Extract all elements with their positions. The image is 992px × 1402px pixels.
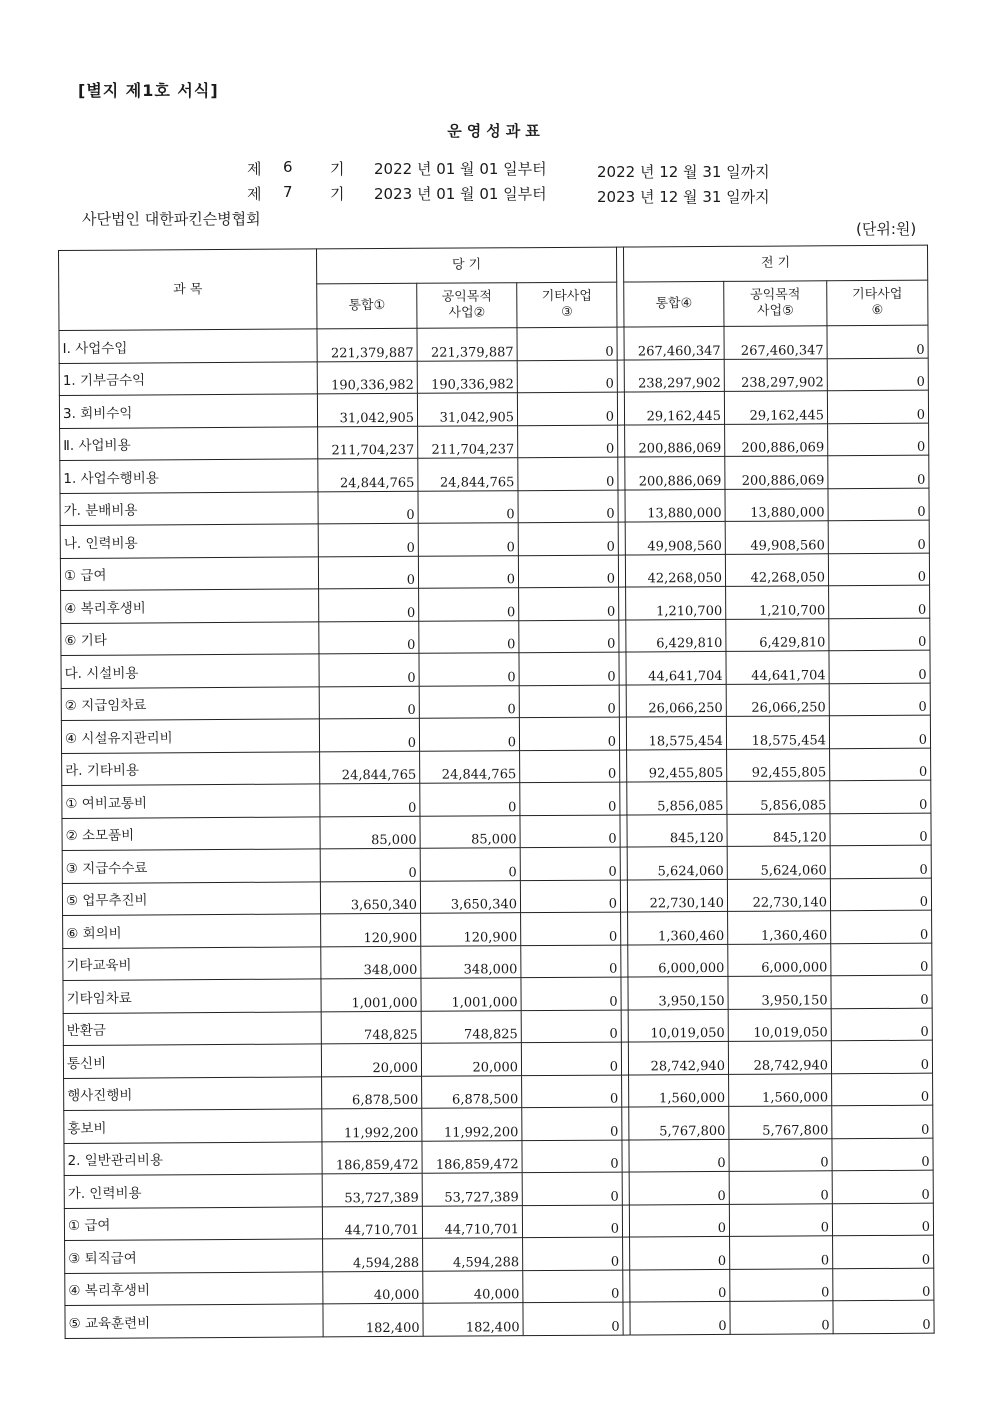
value-other-current: 0 — [522, 1107, 622, 1140]
account-name: ⑤ 교육훈련비 — [65, 1304, 323, 1338]
value-public-current: 85,000 — [420, 815, 520, 848]
value-other-current: 0 — [521, 912, 621, 945]
value-total-prior: 200,886,069 — [625, 424, 725, 457]
table-row — [59, 390, 928, 428]
value-public-prior: 29,162,445 — [724, 391, 827, 424]
value-other-current: 0 — [520, 847, 620, 880]
value-total-current: 0 — [319, 718, 419, 751]
table-row — [64, 1073, 933, 1111]
table-row — [59, 325, 928, 363]
value-total-prior: 0 — [630, 1301, 730, 1334]
value-other-prior: 0 — [830, 813, 931, 846]
value-other-prior: 0 — [831, 1040, 932, 1073]
value-public-prior: 26,066,250 — [726, 683, 829, 716]
account-header: 과 목 — [59, 249, 317, 331]
value-other-prior: 0 — [830, 878, 931, 911]
value-total-current: 40,000 — [323, 1271, 423, 1304]
value-public-current: 24,844,765 — [420, 750, 520, 783]
value-total-prior: 0 — [629, 1204, 729, 1237]
value-total-current: 31,042,905 — [317, 393, 417, 426]
period-to: 2023 년 12 월 31 일까지 — [597, 188, 770, 206]
account-name: ① 여비교통비 — [62, 784, 320, 818]
value-public-current: 0 — [418, 490, 518, 523]
table-row — [61, 683, 930, 721]
value-total-prior: 0 — [630, 1269, 730, 1302]
statement-table-wrapper — [58, 250, 931, 1339]
account-name: ⑥ 회의비 — [63, 914, 321, 948]
value-other-prior: 0 — [828, 553, 929, 586]
value-public-prior: 6,429,810 — [726, 618, 829, 651]
value-total-prior: 49,908,560 — [625, 521, 725, 554]
value-total-current: 221,379,887 — [317, 328, 417, 361]
account-name: 3. 회비수익 — [59, 394, 317, 428]
table-row — [61, 715, 930, 753]
value-total-prior: 6,000,000 — [628, 944, 728, 977]
value-other-current: 0 — [517, 327, 617, 360]
value-total-prior: 845,120 — [627, 814, 727, 847]
value-other-prior: 0 — [832, 1170, 933, 1203]
value-public-prior: 22,730,140 — [727, 878, 830, 911]
value-total-prior: 200,886,069 — [625, 456, 725, 489]
value-public-current: 0 — [419, 685, 519, 718]
value-other-current: 0 — [517, 392, 617, 425]
value-public-current: 4,594,288 — [423, 1238, 523, 1271]
value-other-prior: 0 — [827, 390, 928, 423]
table-row — [64, 1170, 933, 1208]
account-name: 기타교육비 — [63, 946, 321, 980]
value-other-current: 0 — [519, 587, 619, 620]
value-other-prior: 0 — [829, 715, 930, 748]
value-other-prior: 0 — [829, 585, 930, 618]
table-row — [62, 780, 931, 818]
value-public-prior: 0 — [730, 1236, 833, 1269]
table-row — [62, 813, 931, 851]
value-public-prior: 1,360,460 — [728, 911, 831, 944]
value-public-prior: 0 — [729, 1171, 832, 1204]
value-other-current: 0 — [518, 522, 618, 555]
table-row — [65, 1268, 934, 1306]
account-name: ③ 지급수수료 — [62, 849, 320, 883]
value-total-prior: 22,730,140 — [627, 879, 727, 912]
table-row — [65, 1300, 934, 1338]
value-public-prior: 1,560,000 — [729, 1073, 832, 1106]
value-total-prior: 0 — [630, 1236, 730, 1269]
unit-label: (단위:원) — [856, 220, 917, 238]
value-total-prior: 0 — [629, 1171, 729, 1204]
value-total-prior: 10,019,050 — [628, 1009, 728, 1042]
value-other-prior: 0 — [833, 1268, 934, 1301]
value-public-current: 11,992,200 — [422, 1108, 522, 1141]
table-row — [63, 943, 932, 981]
account-name: 통신비 — [63, 1044, 321, 1078]
value-public-prior: 267,460,347 — [724, 326, 827, 359]
account-name: 가. 분배비용 — [60, 491, 318, 525]
value-total-current: 0 — [318, 523, 418, 556]
organization-name: 사단법인 대한파킨슨병협회 — [82, 210, 261, 228]
value-other-current: 0 — [518, 425, 618, 458]
value-public-current: 6,878,500 — [422, 1075, 522, 1108]
value-total-prior: 26,066,250 — [626, 684, 726, 717]
period-number: 7 — [283, 183, 293, 201]
value-total-current: 0 — [319, 686, 419, 719]
table-row — [63, 975, 932, 1013]
table-row — [62, 748, 931, 786]
value-public-prior: 13,880,000 — [725, 488, 828, 521]
value-total-prior: 6,429,810 — [626, 619, 726, 652]
account-name: 다. 시설비용 — [61, 654, 319, 688]
account-name: ⑤ 업무추진비 — [62, 881, 320, 915]
table-row — [62, 845, 931, 883]
value-public-current: 44,710,701 — [422, 1205, 522, 1238]
value-total-current: 85,000 — [320, 816, 420, 849]
table-row — [64, 1105, 933, 1143]
table-row — [59, 358, 928, 396]
value-other-current: 0 — [523, 1237, 623, 1270]
value-public-prior: 49,908,560 — [725, 521, 828, 554]
value-other-current: 0 — [517, 360, 617, 393]
account-name: 반환금 — [63, 1011, 321, 1045]
value-public-prior: 5,856,085 — [727, 781, 830, 814]
value-other-current: 0 — [521, 945, 621, 978]
value-public-current: 748,825 — [421, 1010, 521, 1043]
value-public-prior: 0 — [729, 1138, 832, 1171]
table-row — [61, 585, 930, 623]
value-public-current: 0 — [419, 588, 519, 621]
account-name: ① 급여 — [60, 556, 318, 590]
value-other-current: 0 — [520, 880, 620, 913]
value-other-current: 0 — [518, 490, 618, 523]
account-name: ② 소모품비 — [62, 816, 320, 850]
value-other-current: 0 — [518, 457, 618, 490]
value-public-current: 221,379,887 — [417, 328, 517, 361]
value-other-prior: 0 — [828, 423, 929, 456]
value-other-prior: 0 — [832, 1203, 933, 1236]
value-total-prior: 267,460,347 — [624, 326, 724, 359]
value-other-prior: 0 — [829, 618, 930, 651]
period-from: 2023 년 01 월 01 일부터 — [374, 185, 547, 203]
period-gi: 기 — [330, 160, 345, 178]
value-public-prior: 1,210,700 — [726, 586, 829, 619]
value-total-current: 0 — [319, 653, 419, 686]
period-to: 2022 년 12 월 31 일까지 — [597, 163, 770, 181]
account-name: 행사진행비 — [64, 1076, 322, 1110]
value-other-prior: 0 — [830, 748, 931, 781]
value-total-prior: 1,210,700 — [626, 586, 726, 619]
value-public-prior: 0 — [730, 1268, 833, 1301]
account-name: Ⅰ. 사업수입 — [59, 329, 317, 363]
value-other-prior: 0 — [827, 325, 928, 358]
table-row — [61, 618, 930, 656]
value-other-current: 0 — [522, 1140, 622, 1173]
value-other-current: 0 — [523, 1270, 623, 1303]
current-period-header: 당 기 — [316, 247, 616, 284]
period-je: 제 — [247, 160, 262, 178]
value-public-current: 1,001,000 — [421, 978, 521, 1011]
value-public-current: 3,650,340 — [420, 880, 520, 913]
value-other-current: 0 — [521, 977, 621, 1010]
account-name: ② 지급임차료 — [61, 686, 319, 720]
value-total-current: 6,878,500 — [322, 1076, 422, 1109]
table-row — [60, 423, 929, 461]
value-total-current: 748,825 — [321, 1011, 421, 1044]
value-total-current: 20,000 — [321, 1043, 421, 1076]
value-public-prior: 200,886,069 — [725, 423, 828, 456]
operating-results-table — [58, 245, 935, 1339]
account-name: 1. 기부금수익 — [59, 361, 317, 395]
value-total-prior: 5,767,800 — [629, 1106, 729, 1139]
account-name: ④ 시설유지관리비 — [61, 719, 319, 753]
account-name: ④ 복리후생비 — [61, 589, 319, 623]
value-other-current: 0 — [521, 1010, 621, 1043]
value-public-prior: 28,742,940 — [728, 1041, 831, 1074]
value-total-prior: 92,455,805 — [627, 749, 727, 782]
value-total-prior: 0 — [629, 1139, 729, 1172]
account-name: 라. 기타비용 — [62, 751, 320, 785]
table-row — [60, 553, 929, 591]
value-total-current: 211,704,237 — [318, 426, 418, 459]
value-other-current: 0 — [522, 1075, 622, 1108]
value-public-current: 20,000 — [421, 1043, 521, 1076]
value-total-current: 190,336,982 — [317, 361, 417, 394]
value-total-prior: 28,742,940 — [628, 1041, 728, 1074]
value-other-prior: 0 — [829, 650, 930, 683]
value-public-current: 190,336,982 — [417, 360, 517, 393]
period-from: 2022 년 01 월 01 일부터 — [374, 160, 547, 178]
value-public-prior: 42,268,050 — [725, 553, 828, 586]
value-public-current: 31,042,905 — [417, 393, 517, 426]
value-other-current: 0 — [519, 685, 619, 718]
value-total-current: 0 — [320, 783, 420, 816]
account-name: 2. 일반관리비용 — [64, 1141, 322, 1175]
value-other-prior: 0 — [831, 910, 932, 943]
value-public-current: 0 — [419, 653, 519, 686]
value-total-prior: 42,268,050 — [625, 554, 725, 587]
value-total-current: 182,400 — [323, 1303, 423, 1336]
value-total-current: 44,710,701 — [322, 1206, 422, 1239]
value-total-current: 0 — [318, 556, 418, 589]
account-name: 1. 사업수행비용 — [60, 459, 318, 493]
sub-header-public-prior: 공익목적 사업⑤ — [724, 281, 827, 327]
sub-header-total-current: 통합① — [317, 283, 417, 329]
value-other-current: 0 — [518, 555, 618, 588]
value-other-prior: 0 — [833, 1300, 934, 1333]
value-public-current: 186,859,472 — [422, 1140, 522, 1173]
table-row — [63, 1008, 932, 1046]
prior-period-header: 전 기 — [623, 245, 927, 282]
value-public-prior: 0 — [730, 1301, 833, 1334]
value-other-prior: 0 — [832, 1105, 933, 1138]
value-other-prior: 0 — [828, 455, 929, 488]
value-total-prior: 238,297,902 — [624, 359, 724, 392]
value-public-prior: 92,455,805 — [727, 748, 830, 781]
value-public-prior: 6,000,000 — [728, 943, 831, 976]
value-total-current: 11,992,200 — [322, 1108, 422, 1141]
account-name: ⑥ 기타 — [61, 621, 319, 655]
table-row — [61, 650, 930, 688]
value-public-current: 348,000 — [421, 945, 521, 978]
value-other-prior: 0 — [831, 1008, 932, 1041]
table-row — [60, 455, 929, 493]
value-public-prior: 10,019,050 — [728, 1008, 831, 1041]
value-public-prior: 238,297,902 — [724, 358, 827, 391]
account-name: 가. 인력비용 — [64, 1174, 322, 1208]
document-title: 운영성과표 — [447, 122, 545, 140]
value-total-prior: 1,360,460 — [628, 911, 728, 944]
value-total-current: 0 — [318, 491, 418, 524]
value-total-prior: 13,880,000 — [625, 489, 725, 522]
value-total-current: 120,900 — [321, 913, 421, 946]
value-other-current: 0 — [519, 620, 619, 653]
value-public-current: 211,704,237 — [418, 425, 518, 458]
value-public-prior: 18,575,454 — [726, 716, 829, 749]
value-total-current: 0 — [319, 588, 419, 621]
table-row — [60, 488, 929, 526]
sub-header-total-prior: 통합④ — [624, 281, 724, 327]
value-total-prior: 5,624,060 — [627, 846, 727, 879]
value-other-current: 0 — [523, 1302, 623, 1335]
value-total-current: 4,594,288 — [323, 1238, 423, 1271]
value-public-current: 0 — [419, 718, 519, 751]
value-public-prior: 3,950,150 — [728, 976, 831, 1009]
value-other-current: 0 — [521, 1042, 621, 1075]
account-name: 홍보비 — [64, 1109, 322, 1143]
value-public-current: 0 — [420, 848, 520, 881]
value-other-current: 0 — [520, 815, 620, 848]
value-public-current: 53,727,389 — [422, 1173, 522, 1206]
value-public-current: 0 — [418, 523, 518, 556]
value-public-current: 0 — [419, 620, 519, 653]
value-other-prior: 0 — [830, 780, 931, 813]
value-other-prior: 0 — [833, 1235, 934, 1268]
value-total-current: 0 — [320, 848, 420, 881]
value-total-current: 348,000 — [321, 946, 421, 979]
value-public-current: 120,900 — [421, 913, 521, 946]
value-total-prior: 18,575,454 — [626, 716, 726, 749]
table-row — [63, 910, 932, 948]
value-total-current: 24,844,765 — [318, 458, 418, 491]
value-total-prior: 44,641,704 — [626, 651, 726, 684]
account-name: 나. 인력비용 — [60, 524, 318, 558]
value-public-prior: 845,120 — [727, 813, 830, 846]
period-number: 6 — [283, 158, 293, 176]
value-total-current: 0 — [319, 621, 419, 654]
form-label: [별지 제1호 서식] — [78, 81, 219, 100]
value-other-prior: 0 — [832, 1073, 933, 1106]
value-total-prior: 1,560,000 — [629, 1074, 729, 1107]
sub-header-other-prior: 기타사업 ⑥ — [827, 280, 928, 326]
value-other-current: 0 — [520, 750, 620, 783]
value-public-current: 24,844,765 — [418, 458, 518, 491]
account-name: Ⅱ. 사업비용 — [60, 426, 318, 460]
value-other-prior: 0 — [827, 358, 928, 391]
value-other-current: 0 — [522, 1172, 622, 1205]
value-other-prior: 0 — [830, 845, 931, 878]
period-je: 제 — [247, 185, 262, 203]
value-public-prior: 200,886,069 — [725, 456, 828, 489]
value-other-prior: 0 — [828, 488, 929, 521]
period-gi: 기 — [330, 185, 345, 203]
value-other-current: 0 — [520, 782, 620, 815]
value-public-prior: 5,767,800 — [729, 1106, 832, 1139]
value-other-prior: 0 — [831, 943, 932, 976]
value-other-prior: 0 — [828, 520, 929, 553]
table-row — [62, 878, 931, 916]
value-public-current: 182,400 — [423, 1303, 523, 1336]
value-total-current: 53,727,389 — [322, 1173, 422, 1206]
value-other-prior: 0 — [831, 975, 932, 1008]
value-total-current: 3,650,340 — [320, 881, 420, 914]
value-public-current: 40,000 — [423, 1270, 523, 1303]
account-name: 기타임차료 — [63, 979, 321, 1013]
table-row — [64, 1203, 933, 1241]
value-total-current: 186,859,472 — [322, 1141, 422, 1174]
value-public-current: 0 — [420, 783, 520, 816]
value-other-current: 0 — [522, 1205, 622, 1238]
value-other-prior: 0 — [829, 683, 930, 716]
sub-header-other-current: 기타사업 ③ — [517, 282, 617, 328]
value-public-current: 0 — [418, 555, 518, 588]
value-total-prior: 3,950,150 — [628, 976, 728, 1009]
table-row — [63, 1040, 932, 1078]
value-other-current: 0 — [519, 652, 619, 685]
value-other-prior: 0 — [832, 1138, 933, 1171]
table-row — [64, 1138, 933, 1176]
table-body — [59, 325, 934, 1338]
value-other-current: 0 — [519, 717, 619, 750]
value-public-prior: 44,641,704 — [726, 651, 829, 684]
account-name: ① 급여 — [64, 1206, 322, 1240]
table-row — [60, 520, 929, 558]
value-total-prior: 5,856,085 — [627, 781, 727, 814]
value-total-prior: 29,162,445 — [624, 391, 724, 424]
account-name: ③ 퇴직급여 — [65, 1239, 323, 1273]
value-total-current: 24,844,765 — [320, 751, 420, 784]
sub-header-public-current: 공익목적 사업② — [417, 283, 517, 329]
value-total-current: 1,001,000 — [321, 978, 421, 1011]
account-name: ④ 복리후생비 — [65, 1271, 323, 1305]
table-row — [65, 1235, 934, 1273]
value-public-prior: 5,624,060 — [727, 846, 830, 879]
value-public-prior: 0 — [729, 1203, 832, 1236]
